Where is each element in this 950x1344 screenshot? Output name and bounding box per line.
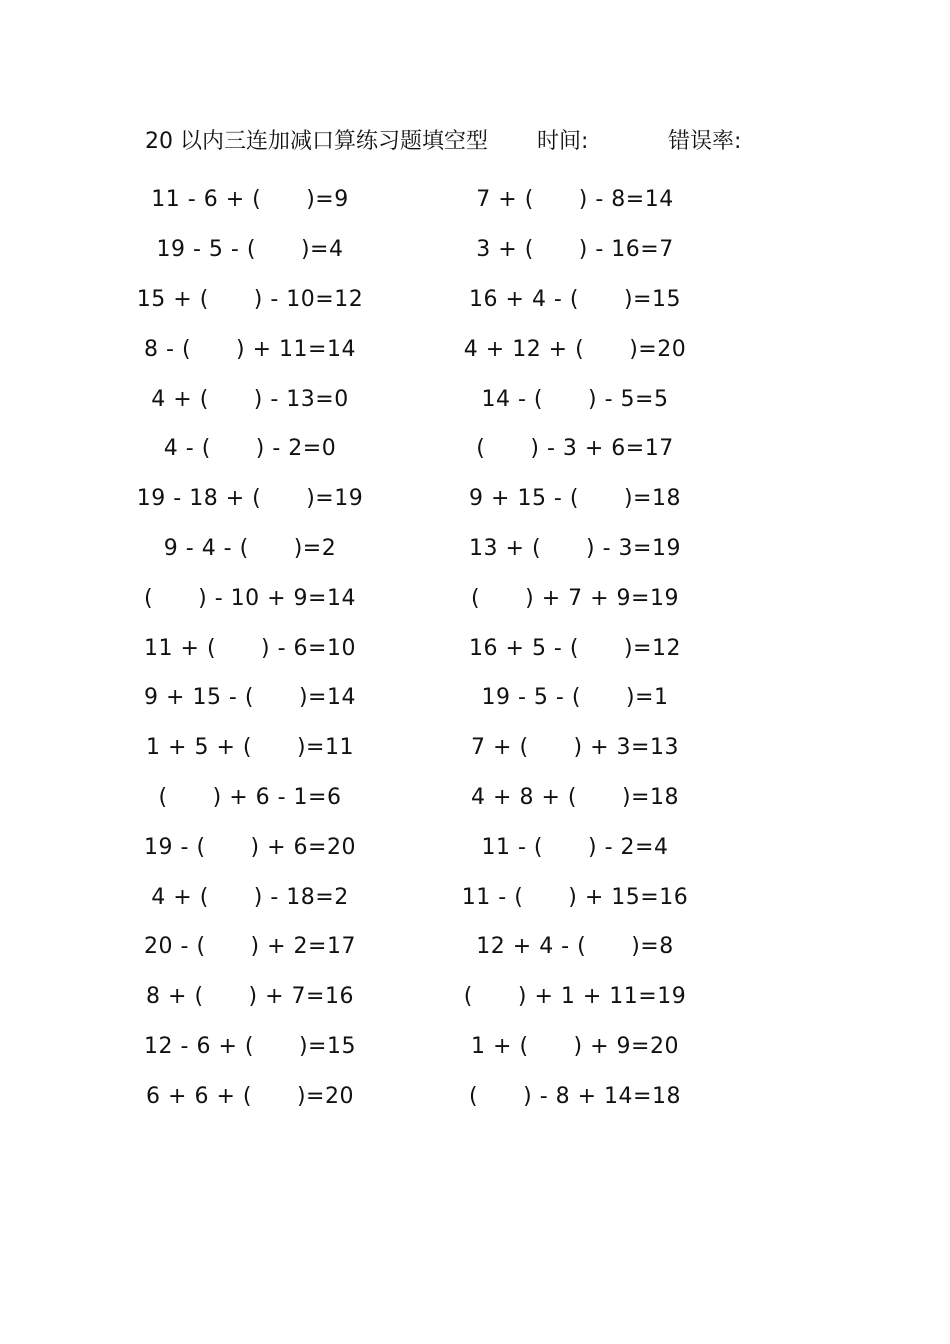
problem-row: 11 + ( ) - 6=10	[144, 635, 356, 661]
problem-row: 12 - 6 + ( )=15	[144, 1033, 356, 1059]
right-problem-column	[445, 173, 705, 1119]
problem-row: 19 - 5 - ( )=1	[481, 685, 669, 711]
problem-row: 4 + ( ) - 18=2	[151, 884, 349, 910]
problem-row: 11 - ( ) + 15=16	[461, 884, 689, 910]
problem-row: 19 - ( ) + 6=20	[144, 834, 356, 860]
problem-row: ( ) + 7 + 9=19	[471, 585, 679, 611]
problem-row: 14 - ( ) - 5=5	[481, 386, 669, 412]
problem-row: 9 - 4 - ( )=2	[163, 535, 337, 561]
problem-row: 1 + 5 + ( )=11	[146, 735, 354, 761]
worksheet-title: 20 以内三连加减口算练习题填空型	[145, 129, 488, 154]
header-row	[145, 124, 805, 160]
problem-row: ( ) - 10 + 9=14	[144, 585, 356, 611]
problem-row: 16 + 5 - ( )=12	[469, 635, 681, 661]
problem-row: 6 + 6 + ( )=20	[146, 1083, 354, 1109]
problem-row: 9 + 15 - ( )=14	[144, 685, 356, 711]
problem-row: 12 + 4 - ( )=8	[476, 934, 674, 960]
problem-row: 4 + 12 + ( )=20	[463, 336, 687, 362]
problem-row: 11 - 6 + ( )=9	[151, 187, 349, 213]
problem-row: 19 - 5 - ( )=4	[156, 237, 344, 263]
problem-row: 11 - ( ) - 2=4	[481, 834, 669, 860]
problem-row: 4 + 8 + ( )=18	[471, 784, 679, 810]
problem-row: 3 + ( ) - 16=7	[476, 237, 674, 263]
left-problem-column	[120, 173, 380, 1119]
problem-row: 7 + ( ) + 3=13	[471, 735, 679, 761]
time-label: 时间:	[537, 129, 589, 154]
problem-row: 15 + ( ) - 10=12	[136, 286, 364, 312]
problem-row: 8 - ( ) + 11=14	[144, 336, 356, 362]
problem-row: 8 + ( ) + 7=16	[146, 984, 354, 1010]
problem-row: 4 - ( ) - 2=0	[163, 436, 337, 462]
problem-row: 13 + ( ) - 3=19	[469, 535, 681, 561]
problem-row: 20 - ( ) + 2=17	[144, 934, 356, 960]
problem-row: 4 + ( ) - 13=0	[151, 386, 349, 412]
problem-row: ( ) + 6 - 1=6	[158, 784, 342, 810]
problem-row: 9 + 15 - ( )=18	[469, 486, 681, 512]
problem-row: 7 + ( ) - 8=14	[476, 187, 674, 213]
problem-row: 19 - 18 + ( )=19	[136, 486, 364, 512]
problem-row: ( ) - 3 + 6=17	[476, 436, 674, 462]
problem-row: ( ) + 1 + 11=19	[463, 984, 687, 1010]
error-rate-label: 错误率:	[668, 129, 742, 154]
problem-row: ( ) - 8 + 14=18	[469, 1083, 681, 1109]
problem-row: 1 + ( ) + 9=20	[471, 1033, 679, 1059]
problem-row: 16 + 4 - ( )=15	[469, 286, 681, 312]
